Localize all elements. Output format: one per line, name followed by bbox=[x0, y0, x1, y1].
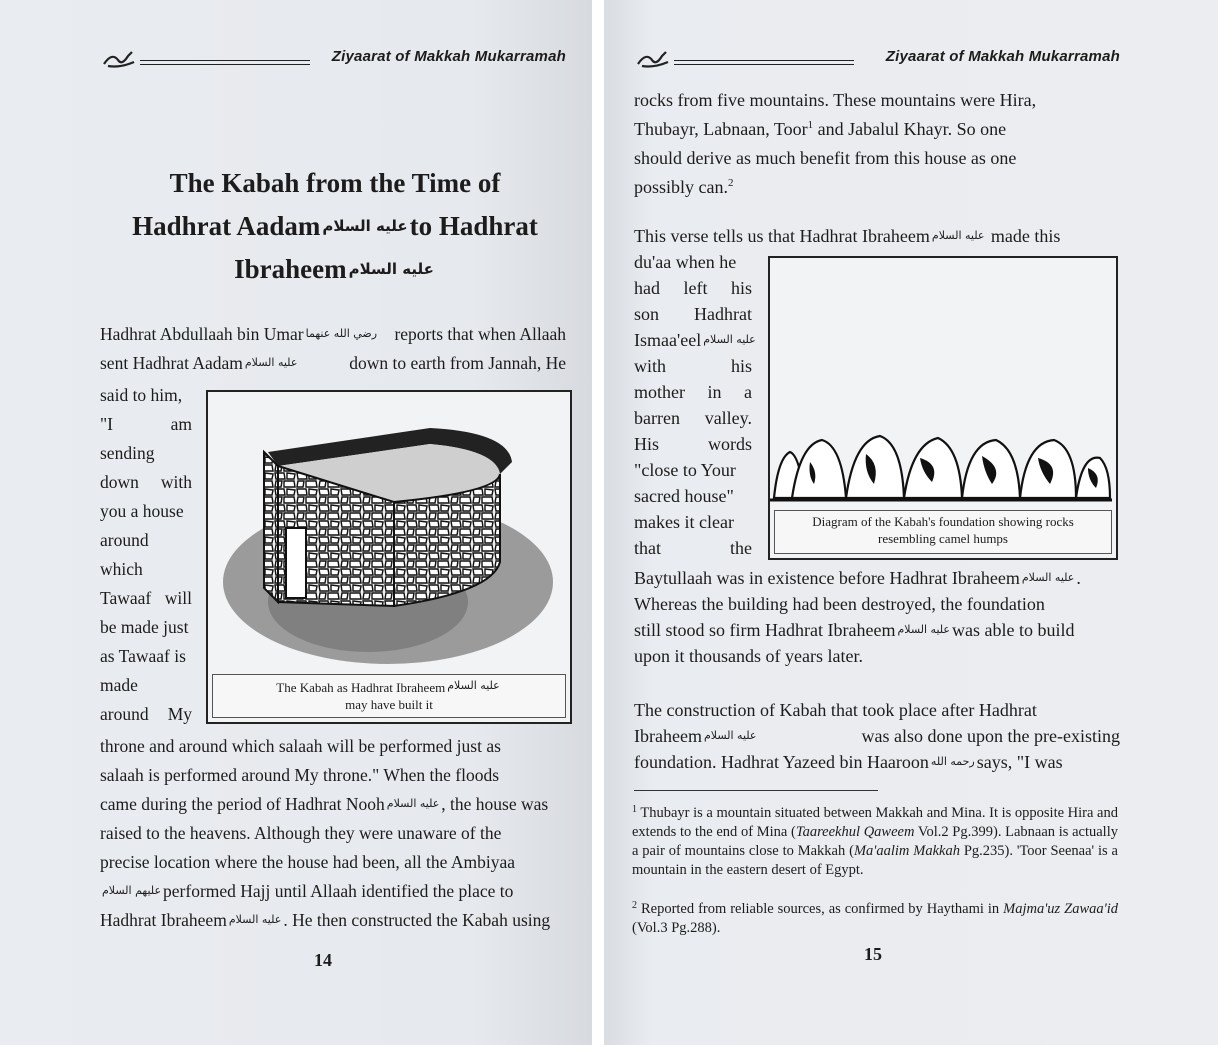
text-line: mother in a bbox=[634, 382, 752, 402]
text-line: around bbox=[100, 530, 149, 550]
text-line: du'aa when he bbox=[634, 252, 737, 272]
text-line: Baytullaah was in existence before Hadhrat Ibraheem عليه السلام . bbox=[634, 568, 1081, 588]
text-line: raised to the heavens. Although they were unaware of the bbox=[100, 823, 502, 843]
running-header-left bbox=[102, 44, 566, 76]
text-line: which bbox=[100, 559, 143, 579]
text-line: His words bbox=[634, 434, 752, 454]
calligraphy-ornament-icon bbox=[102, 48, 136, 70]
text-line: barren valley. bbox=[634, 408, 752, 428]
text-line: you a house bbox=[100, 501, 184, 521]
foundation-diagram-figure bbox=[768, 256, 1118, 560]
kabah-stone-wall-illustration bbox=[208, 392, 566, 672]
text-line: around My bbox=[100, 704, 192, 724]
text-line: upon it thousands of years later. bbox=[634, 646, 863, 666]
text-line: throne and around which salaah will be performed just as bbox=[100, 736, 501, 756]
text-line: "close to Your bbox=[634, 460, 736, 480]
text-line: foundation. Hadhrat Yazeed bin Haaroon رحمه الله says, "I was bbox=[634, 752, 1063, 772]
text-line: sent Hadhrat Aadam عليه السلام down to earth from Jannah, He bbox=[100, 353, 566, 373]
text-line: This verse tells us that Hadhrat Ibraheem عليه السلام made this bbox=[634, 226, 1061, 246]
text-line: still stood so firm Hadhrat Ibraheem عليه السلام was able to build bbox=[634, 620, 1075, 640]
footnote-rule bbox=[634, 790, 878, 791]
text-line: as Tawaaf is bbox=[100, 646, 186, 666]
text-line: made bbox=[100, 675, 138, 695]
footnote-1: $^1$ Thubayr is a mountain situated between Makkah and Mina. It is opposite Hira and extends to the end of Mina (Taareekhul Qaweem Vol.2 Pg.399). Labnaan is actually a pair of mountains close to Makkah (Ma'aalim Makkah Pg.235). 'Toor Seenaa' is a mountain in the eastern desert of Egypt. bbox=[632, 804, 1118, 878]
page-number: 14 bbox=[314, 950, 332, 970]
header-rule bbox=[140, 60, 310, 65]
text-line: be made just bbox=[100, 617, 189, 637]
text-line: Whereas the building had been destroyed, the foundation bbox=[634, 594, 1045, 614]
text-line: down with bbox=[100, 472, 192, 492]
running-header-title: Ziyaarat of Makkah Mukarramah bbox=[331, 48, 566, 65]
text-line: The construction of Kabah that took place after Hadhrat bbox=[634, 700, 1037, 720]
foundation-rocks-diagram bbox=[770, 258, 1112, 506]
text-line: had left his bbox=[634, 278, 752, 298]
footnote-2: $^2$ Reported from reliable sources, as confirmed by Haythami in Majma'uz Zawaa'id (Vol.3 Pg.288). bbox=[632, 900, 1119, 936]
kabah-illustration-figure bbox=[206, 390, 572, 724]
text-line: precise location where the house had been, all the Ambiyaa bbox=[100, 852, 515, 872]
text-line: rocks from five mountains. These mountains were Hira, bbox=[634, 90, 1037, 110]
running-header-title: Ziyaarat of Makkah Mukarramah bbox=[885, 48, 1120, 65]
text-line: that the bbox=[634, 538, 752, 558]
title-line-2: Hadhrat Aadam عليه السلامto Hadhrat bbox=[132, 211, 538, 241]
page-number: 15 bbox=[864, 944, 882, 964]
honorific-glyph: عليه السلام bbox=[348, 260, 434, 278]
text-line: came during the period of Hadhrat Nooh عليه السلام , the house was bbox=[100, 794, 549, 814]
running-header-right bbox=[636, 44, 1120, 76]
text-line: said to him, bbox=[100, 385, 183, 405]
text-line: son Hadhrat bbox=[634, 304, 752, 324]
title-line-1: The Kabah from the Time of bbox=[169, 168, 501, 198]
header-rule bbox=[674, 60, 854, 65]
text-line: sending bbox=[100, 443, 155, 463]
title-line-3: Ibraheem عليه السلام bbox=[234, 254, 434, 284]
text-line: possibly can.$^2$ bbox=[634, 177, 734, 197]
text-line: Thubayr, Labnaan, Toor$^1$ and Jabalul Khayr. So one bbox=[634, 119, 1007, 139]
text-line: with his bbox=[634, 356, 752, 376]
text-line: makes it clear bbox=[634, 512, 734, 532]
text-line: Tawaaf will bbox=[100, 588, 192, 608]
text-line: Hadhrat Ibraheem عليه السلام . He then constructed the Kabah using bbox=[100, 910, 551, 930]
figure-caption: The Kabah as Hadhrat Ibraheem $^{عليه السلام}$ may have built it bbox=[212, 674, 566, 718]
text-line: Hadhrat Abdullaah bin Umar رضي الله عنهما reports that when Allaah bbox=[100, 324, 566, 344]
text-line: Ibraheem عليه السلام was also done upon the pre-existing bbox=[634, 726, 1120, 746]
text-line: salaah is performed around My throne." When the floods bbox=[100, 765, 500, 785]
calligraphy-ornament-icon bbox=[636, 48, 670, 70]
text-line: "I am bbox=[100, 414, 192, 434]
book-gutter bbox=[592, 0, 604, 1045]
text-line: sacred house" bbox=[634, 486, 734, 506]
figure-caption: Diagram of the Kabah's foundation showing rocks resembling camel humps bbox=[774, 510, 1112, 554]
honorific-glyph: عليه السلام bbox=[322, 217, 408, 235]
text-line: عليهم السلام performed Hajj until Allaah identified the place to bbox=[102, 881, 514, 901]
text-line: Ismaa'eel عليه السلام bbox=[634, 330, 756, 350]
text-line: should derive as much benefit from this house as one bbox=[634, 148, 1017, 168]
chapter-title bbox=[100, 162, 570, 291]
